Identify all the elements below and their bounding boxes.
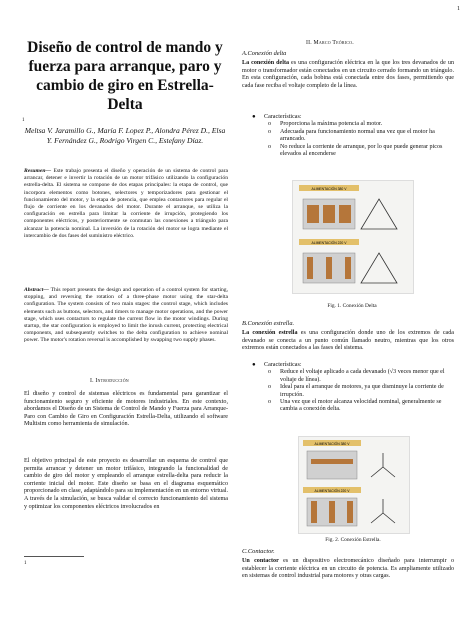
paper-title: Diseño de control de mando y fuerza para arranque, paro y cambio de giro en Estrella-Delta <box>27 39 223 113</box>
figure-estrella-diagram <box>298 436 410 534</box>
delta-characteristics-label: ● Características: <box>252 114 302 120</box>
fig2-label-220: ALIMENTACIÓN 220 V <box>314 489 350 493</box>
estrella-term: La conexión estrella <box>242 330 298 336</box>
contactor-paragraph <box>242 558 454 581</box>
bullet-icon: ● <box>252 362 256 368</box>
figure-1-caption: Fig. 1. Conexión Delta <box>327 303 377 309</box>
estrella-characteristics-label: ● Características: <box>252 362 302 368</box>
figure-delta-diagram <box>292 180 414 294</box>
list-item: o Adecuada para funcionamiento normal una vez que el motor ha arrancado. <box>268 128 435 143</box>
delta-term: La conexión delta <box>242 60 290 66</box>
list-item: o Ideal para el arranque de motores, ya que disminuye la corriente de irrupción. <box>268 384 444 398</box>
contactor-text: es un dispositivo electromecánico diseñado para interrumpir o establecer la corriente eléctrica en un circuito de potencia. Es ampliamente utilizado en sistemas de control industrial para motores y otras cargas. <box>242 558 454 580</box>
footnote-number: 1 <box>24 561 27 566</box>
delta-paragraph <box>242 60 454 90</box>
footnote-marker: 1 <box>22 118 25 123</box>
estrella-paragraph <box>242 330 454 353</box>
abstract-label: Abstract— <box>24 287 49 293</box>
resumen-paragraph <box>24 168 228 240</box>
contactor-heading: C.Contactor. <box>242 548 275 555</box>
estrella-text: es una configuración donde uno de los extremos de cada devanado se conecta a un punto común llamado neutro, mientras que los otros extremos están conectados a las fases del sistema. <box>242 330 454 352</box>
fig1-label-380: ALIMENTACIÓN 380 V <box>311 187 347 191</box>
conexion-estrella-heading: B.Conexión estrella. <box>242 320 295 327</box>
authors: Meltsa V. Jaramillo G., María F. Lopez P., Alondra Pérez D., Elsa Y. Fernández G., Rodrigo Virgen C., Estefany Díaz. <box>24 126 226 145</box>
fig2-label-380: ALIMENTACIÓN 380 V <box>314 442 350 446</box>
page-number: 1 <box>457 6 460 12</box>
intro-heading: I. Introducción <box>90 378 129 384</box>
intro-paragraph-2: El objetivo principal de este proyecto es desarrollar un esquema de control que permita arrancar y detener un motor trifásico, integrando la funcionalidad de cambio de giro del motor y empleando el arranque estrella-delta para reducir la corriente inicial del motor. Este diseño se basa en el diagrama esquemático proporcionado en clase, adaptándolo para su implementación en un entorno virtual. A través de la simulación, se busca validar el correcto funcionamiento del sistema y optimizar los componentes eléctricos involucrados en <box>24 458 228 510</box>
fig1-label-220: ALIMENTACIÓN 220 V <box>311 241 347 245</box>
list-item: o Proporciona la máxima potencia al motor. <box>268 121 383 128</box>
abstract-paragraph <box>24 287 228 345</box>
footnote-separator <box>24 556 84 557</box>
list-item: o Una vez que el motor alcanza velocidad nominal, generalmente se cambia a conexión delta. <box>268 399 442 413</box>
resumen-label: Resumen— <box>24 168 52 174</box>
estrella-connection-drawing <box>299 437 409 533</box>
figure-2-caption: Fig. 2. Conexión Estrella. <box>325 537 381 543</box>
conexion-delta-heading: A.Conexión delta <box>242 50 287 57</box>
delta-text: es una configuración eléctrica en la que los tres devanados de un motor o transformador están conectados en un circuito cerrado formando un triángulo. En esta configuración, cada bobina está conectada entre dos fases, permitiendo que cada fase reciba el voltaje completo de la línea. <box>242 60 454 89</box>
intro-paragraph-1: El diseño y control de sistemas eléctricos es fundamental para garantizar el funcionamiento seguro y eficiente de motores industriales. En este contexto, abordamos el Diseño de un Sistema de Control de Mando y Fuerza para Arranque-Paro con Cambio de Giro en Configuración Estrella-Delta, utilizando el software Multisim como herramienta de simulación. <box>24 391 228 428</box>
contactor-term: Un contactor <box>242 558 279 564</box>
resumen-text: Este trabajo presenta el diseño y operación de un sistema de control para arrancar, detener e invertir la rotación de un motor trifásico utilizando la configuración estrella-delta. El sistema se compone de dos etapas principales: la etapa de control, que incorpora elementos como botones, selectores y temporizadores para gestionar el funcionamiento del motor, y la etapa de potencia, que emplea contactores para regular el flujo de corriente en los devanados del motor. Durante el arranque, se utiliza la configuración en estrella para limitar la corriente de irrupción, protegiendo los componentes eléctricos, y posteriormente se conmutan las conexiones a triángulo para alcanzar la potencia nominal. La inversión de la rotación del motor se logra mediante el intercambio de dos fases del suministro eléctrico. <box>24 168 228 239</box>
delta-connection-drawing <box>293 181 413 293</box>
list-item: o Reduce el voltaje aplicado a cada devanado (√3 veces menor que el voltaje de línea). <box>268 369 445 383</box>
list-item: o No reduce la corriente de arranque, por lo que puede generar picos elevados al encenderse <box>268 143 443 158</box>
bullet-icon: ● <box>252 114 256 120</box>
marco-heading: II. Marco Teórico. <box>306 40 354 46</box>
abstract-text: This report presents the design and operation of a control system for starting, stopping, and reversing the rotation of a three-phase motor using the star-delta configuration. The system consists of two main stages: the control stage, which includes elements such as buttons, selectors, and timers to manage motor operations, and the power stage, which uses contactors to regulate the current flow in the motor windings. During startup, the star configuration is employed to limit the inrush current, protecting electrical components, and subsequently switches to the delta configuration to achieve nominal power. The motor's rotation reversal is accomplished by swapping two supply phases. <box>24 287 228 344</box>
delta-characteristics-list <box>246 114 452 158</box>
estrella-characteristics-list <box>246 362 452 414</box>
